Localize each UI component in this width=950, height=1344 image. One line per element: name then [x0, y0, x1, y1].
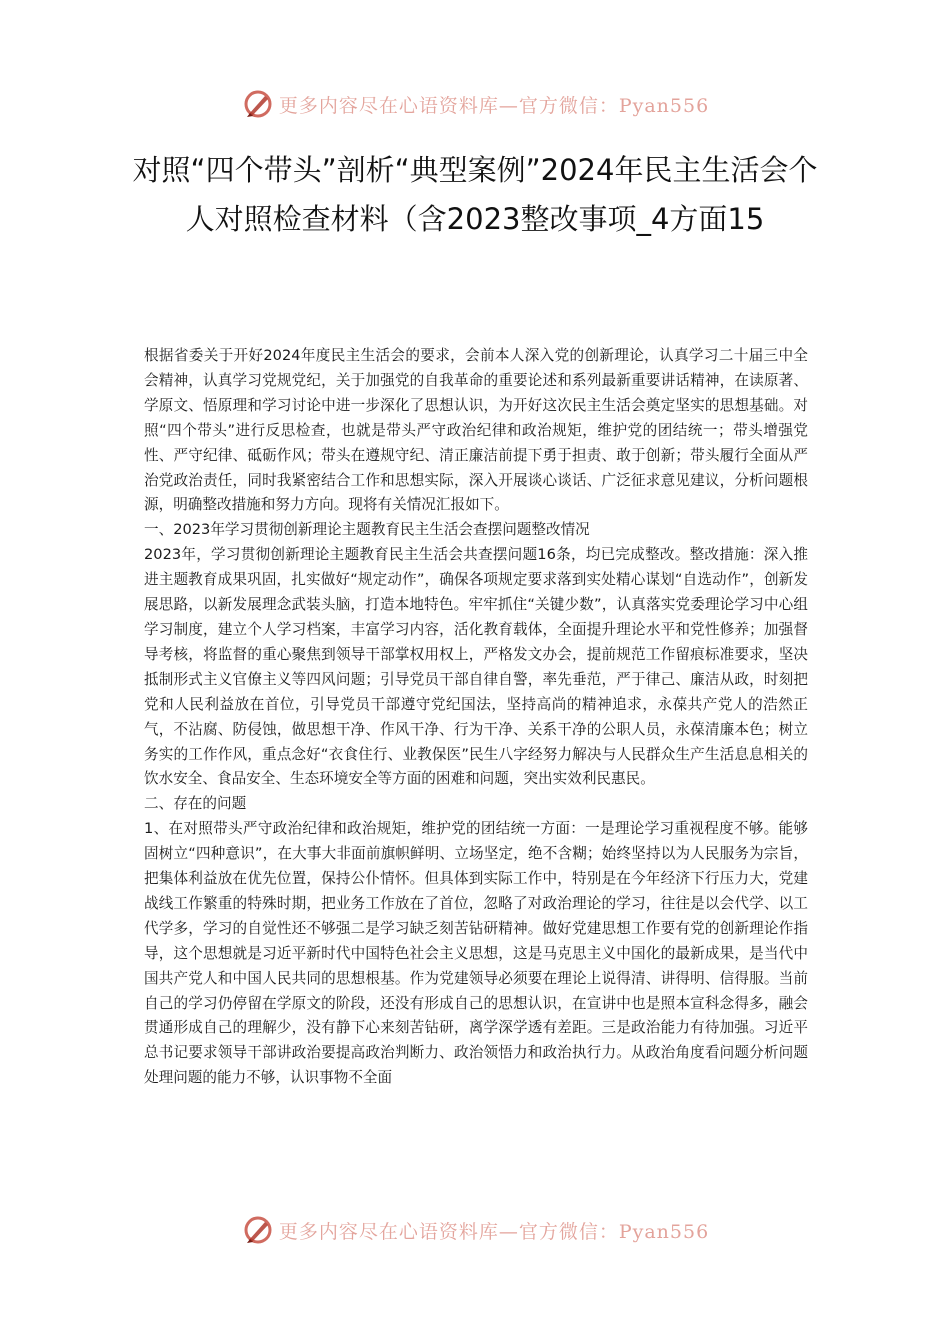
watermark-header [0, 84, 950, 124]
watermark-footer [0, 1210, 950, 1250]
problems-paragraph: 1、在对照带头严守政治纪律和政治规矩，维护党的团结统一方面：一是理论学习重视程度不够。能够固树立“四种意识”，在大事大非面前旗帜鲜明、立场坚定，绝不含糊；始终坚持以为人民服务为宗旨，把集体利益放在优先位置，保持公仆情怀。但具体到实际工作中，特别是在今年经济下行压力大，党建战线工作繁重的特殊时期，把业务工作放在了首位，忽略了对政治理论的学习，往往是以会代学、以工代学多，学习的自觉性还不够强二是学习缺乏刻苦钻研精神。做好党建思想工作要有党的创新理论作指导，这个思想就是习近平新时代中国特色社会主义思想，这是马克思主义中国化的最新成果，是当代中国共产党人和中国人民共同的思想根基。作为党建领导必须要在理论上说得清、讲得明、信得服。当前自己的学习仍停留在学原文的阶段，还没有形成自己的思想认识，在宣讲中也是照本宣科念得多，融会贯通形成自己的理解少，没有静下心来刻苦钻研，离学深学透有差距。三是政治能力有待加强。习近平总书记要求领导干部讲政治要提高政治判断力、政治领悟力和政治执行力。从政治角度看问题分析问题处理问题的能力不够，认识事物不全面 [144, 820, 808, 1087]
watermark-text: 更多内容尽在心语资料库—官方微信：Pyan556 [278, 94, 710, 117]
section-heading-1: 一、2023年学习贯彻创新理论主题教育民主生活会查摆问题整改情况 [144, 521, 590, 539]
ink-pen-logo-icon [241, 87, 275, 121]
intro-paragraph: 根据省委关于开好2024年度民主生活会的要求，会前本人深入党的创新理论，认真学习二十届三中全会精神，认真学习党规党纪，关于加强党的自我革命的重要论述和系列最新重要讲话精神，在读原著、学原文、悟原理和学习讨论中进一步深化了思想认识，为开好这次民主生活会奠定坚实的思想基础。对照“四个带头”进行反思检查，也就是带头严守政治纪律和政治规矩，维护党的团结统一；带头增强党性、严守纪律、砥砺作风；带头在遵规守纪、清正廉洁前提下勇于担责、敢于创新；带头履行全面从严治党政治责任，同时我紧密结合工作和思想实际，深入开展谈心谈话、广泛征求意见建议，分析问题根源，明确整改措施和努力方向。现将有关情况汇报如下。 [144, 347, 808, 514]
rectification-paragraph: 2023年，学习贯彻创新理论主题教育民主生活会共查摆问题16条，均已完成整改。整改措施：深入推进主题教育成果巩固，扎实做好“规定动作”，确保各项规定要求落到实处精心谋划“自选动作”，创新发展思路，以新发展理念武装头脑，打造本地特色。牢牢抓住“关键少数”，认真落实党委理论学习中心组学习制度，建立个人学习档案，丰富学习内容，活化教育载体，全面提升理论水平和党性修养；加强督导考核，将监督的重心聚焦到领导干部掌权用权上，严格发文办会，提前规范工作留痕标准要求，坚决抵制形式主义官僚主义等四风问题；引导党员干部自律自警，率先垂范，严于律己、廉洁从政，时刻把党和人民利益放在首位，引导党员干部遵守党纪国法，坚持高尚的精神追求，永葆共产党人的浩然正气，不沾腐、防侵蚀，做思想干净、作风干净、行为干净、关系干净的公职人员，永葆清廉本色；树立务实的工作作风，重点念好“衣食住行、业教保医”民生八字经努力解决与人民群众生产生活息息相关的饮水安全、食品安全、生态环境安全等方面的困难和问题，突出实效利民惠民。 [144, 546, 808, 788]
document-body [144, 344, 808, 1091]
document-title: 对照“四个带头”剖析“典型案例”2024年民主生活会个人对照检查材料（含2023整改事项_4方面15 [132, 153, 818, 236]
section-heading-2: 二、存在的问题 [144, 795, 247, 813]
ink-pen-logo-icon [241, 1213, 275, 1247]
watermark-text: 更多内容尽在心语资料库—官方微信：Pyan556 [278, 1220, 710, 1243]
